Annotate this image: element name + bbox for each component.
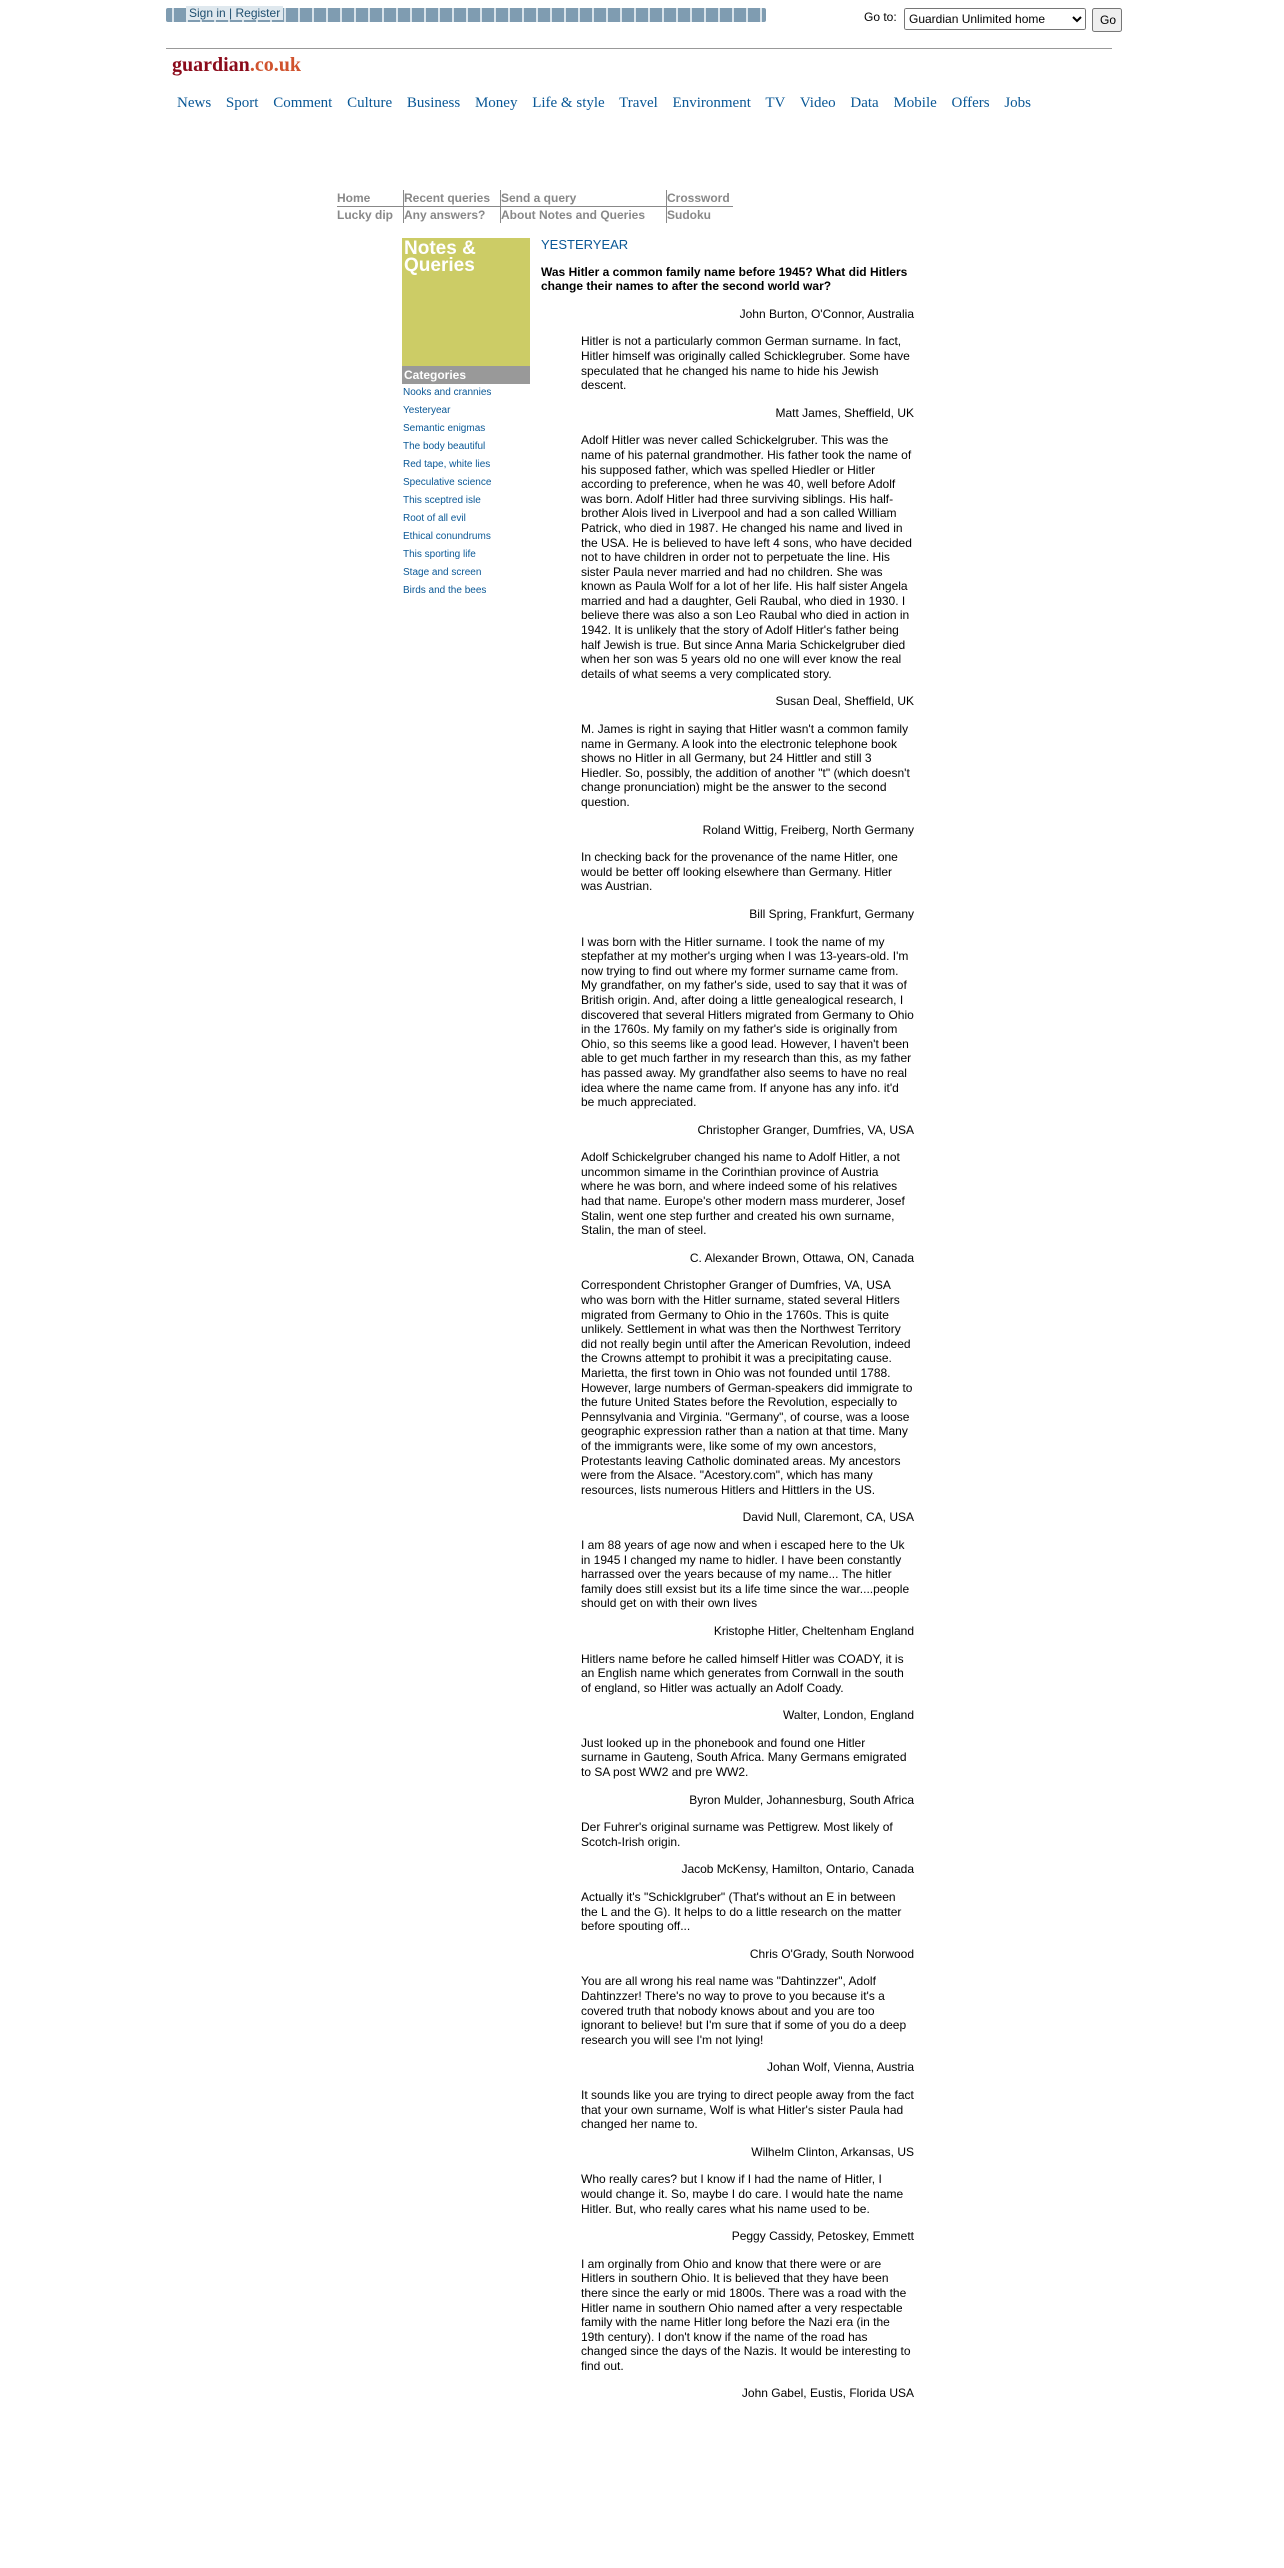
category-item[interactable]: Nooks and crannies — [403, 387, 492, 398]
logo-suffix: .co.uk — [249, 54, 301, 76]
answer-author: Christopher Granger, Dumfries, VA, USA — [697, 1122, 914, 1137]
nav-life-style[interactable]: Life & style — [532, 95, 605, 111]
subnav-send-query[interactable]: Send a query — [501, 190, 667, 207]
answer-author: Chris O'Grady, South Norwood — [749, 1946, 914, 1961]
category-list — [402, 384, 530, 600]
answer-text: Just looked up in the phonebook and found one Hitler surname in Gauteng, South Africa. Many Germans emigrated to SA post WW2 and pre WW2. — [581, 1735, 907, 1780]
subnav-lucky-dip[interactable]: Lucky dip — [337, 207, 404, 224]
nav-travel[interactable]: Travel — [619, 95, 658, 111]
answer-author: David Null, Claremont, CA, USA — [742, 1510, 914, 1525]
nav-offers[interactable]: Offers — [951, 95, 990, 111]
answer-text: Der Fuhrer's original surname was Pettigrew. Most likely of Scotch-Irish origin. — [581, 1820, 893, 1849]
nav-mobile[interactable]: Mobile — [893, 95, 937, 111]
main-nav — [177, 95, 1042, 112]
subnav-any-answers[interactable]: Any answers? — [404, 207, 501, 224]
goto-form — [864, 10, 1117, 27]
category-item[interactable]: This sceptred isle — [403, 495, 481, 506]
category-item[interactable]: This sporting life — [403, 549, 476, 560]
answer-text: You are all wrong his real name was "Dahtinzzer", Adolf Dahtinzzer! There's no way to prove to you because it's a covered truth that nobody knows about and you are too ignorant to believe! but I'm sure that if some of you do a deep research you will see I'm not lying! — [581, 1974, 907, 2047]
nav-comment[interactable]: Comment — [273, 95, 333, 111]
answer-author: John Gabel, Eustis, Florida USA — [741, 2386, 914, 2401]
category-item[interactable]: Semantic enigmas — [403, 423, 486, 434]
answer-text: I am 88 years of age now and when i escaped here to the Uk in 1945 I changed my name to hidler. I have been constantly harrassed over the years because of my name... The hitler family does still exsist but its a life time since the war....people should get on with their own lives — [581, 1537, 910, 1611]
answer-author: Peggy Cassidy, Petoskey, Emmett — [731, 2229, 914, 2244]
answer-text: Hitler is not a particularly common German surname. In fact, Hitler himself was originally called Schicklegruber. Some have speculated that he changed his name to hide his Jewish descent. — [581, 334, 910, 393]
guardian-logo[interactable] — [172, 54, 301, 77]
category-item[interactable]: Red tape, white lies — [403, 459, 491, 470]
subnav-about[interactable]: About Notes and Queries — [501, 207, 667, 224]
answer-author: Susan Deal, Sheffield, UK — [775, 694, 914, 709]
answer-text: Correspondent Christopher Granger of Dumfries, VA, USA who was born with the Hitler surname, stated several Hitlers migrated from Germany to Ohio in the 1760s. This is quite unlikely. Settlement in what was then the Northwest Territory did not really begin until after the American Revolution, indeed the Crowns attempt to prohibit it was a precipitating cause. Marietta, the first town in Ohio was not founded until 1788. However, large numbers of German-speakers did immigrate to the future United States before the Revolution, especially to Pennsylvania and Virginia. "Germany", of course, was a loose geographic expression rather than a nation at that time. Many of the immigrants were, like some of my own ancestors, Protestants leaving Catholic dominated areas. My ancestors were from the Alsace. "Acestory.com", which has many resources, lists numerous Hitlers and Hittlers in the US. — [581, 1278, 913, 1497]
signin-register: Sign in | Register — [186, 6, 283, 20]
header-rule — [166, 48, 1112, 49]
subnav-row — [337, 207, 733, 224]
main-content — [541, 238, 914, 2414]
question: Was Hitler a common family name before 1945? What did Hitlers change their names to after the second world war? — [541, 264, 908, 294]
signin-link[interactable]: Sign in — [189, 6, 226, 20]
logo-main: guardian — [172, 54, 250, 76]
notes-queries-subnav — [337, 190, 733, 223]
answer-text: Actually it's "Schicklgruber" (That's without an E in between the L and the G). It helps to do a little research on the matter before spouting off... — [581, 1890, 902, 1934]
nav-culture[interactable]: Culture — [347, 95, 393, 111]
nav-data[interactable]: Data — [850, 95, 879, 111]
nav-money[interactable]: Money — [474, 95, 518, 111]
subnav-table — [337, 190, 733, 223]
answer-author: Matt James, Sheffield, UK — [775, 405, 914, 420]
notes-queries-title: Notes & Queries — [404, 238, 476, 276]
nav-video[interactable]: Video — [799, 95, 836, 111]
answer-text: I am orginally from Ohio and know that there were or are Hitlers in southern Ohio. It is believed that they have been there since the early or mid 1800s. There was a road with the Hitler name in southern Ohio named after a very respectable family with the name Hitler long before the Nazi era (in the 19th century). I don't know if the name of the road has changed since the days of the Nazis. It would be interesting to find out. — [581, 2256, 911, 2373]
answer-author: C. Alexander Brown, Ottawa, ON, Canada — [689, 1250, 914, 1265]
nav-sport[interactable]: Sport — [225, 95, 259, 111]
category-item[interactable]: Ethical conundrums — [403, 531, 491, 542]
nav-news[interactable]: News — [177, 95, 212, 111]
answer-text: Adolf Schickelgruber changed his name to Adolf Hitler, a not uncommon simame in the Corinthian province of Austria where he was born, and where indeed some of his relatives had that name. Europe's other modern mass murderer, Josef Stalin, went one step further and created his own surname, Stalin, the man of steel. — [581, 1150, 905, 1238]
subnav-sudoku[interactable]: Sudoku — [667, 208, 711, 222]
goto-label: Go to: — [864, 10, 897, 24]
subnav-crossword[interactable]: Crossword — [667, 190, 733, 207]
go-button[interactable]: Go — [1092, 8, 1122, 32]
nav-jobs[interactable]: Jobs — [1004, 95, 1032, 111]
answer-author: Wilhelm Clinton, Arkansas, US — [751, 2144, 914, 2159]
categories-heading: Categories — [402, 366, 530, 384]
answer-author: Roland Wittig, Freiberg, North Germany — [702, 822, 914, 837]
category-item[interactable]: Root of all evil — [403, 513, 466, 524]
answer-text: Adolf Hitler was never called Schickelgruber. This was the name of his paternal grandmother. His father took the name of his supposed father, which was spelled Hiedler or Hitler according to preference, when he was 40, well before Adolf was born. Adolf Hitler had three surviving siblings. His half-brother Alois lived in Liverpool and had a son called William Patrick, who died in 1987. He changed his name and lived in the USA. He is believed to have left 4 sons, who have decided not to have children in order not to perpetuate the line. His sister Paula never married and had no children. She was known as Paula Wolf for a lot of her life. His half sister Angela married and had a daughter, Geli Raubal, who died in 1930. I believe there was also a son Leo Raubal who died in action in 1942. It is unlikely that the story of Adolf Hitler's father being half Jewish is true. But since Anna Maria Schickelgruber died when her son was 5 years old no one will ever know the real details of what seems a very complicated story. — [581, 433, 912, 681]
nav-business[interactable]: Business — [406, 95, 461, 111]
answer-author: Walter, London, England — [783, 1708, 914, 1723]
asker: John Burton, O'Connor, Australia — [739, 306, 914, 321]
answer-text: Hitlers name before he called himself Hitler was COADY, it is an English name which generates from Cornwall in the south of england, so Hitler was actually an Adolf Coady. — [581, 1651, 904, 1695]
register-link[interactable]: Register — [235, 6, 281, 20]
notes-queries-box — [402, 238, 530, 366]
goto-select[interactable] — [904, 8, 1086, 30]
answer-author: Bill Spring, Frankfurt, Germany — [749, 906, 914, 921]
answer-text: I was born with the Hitler surname. I took the name of my stepfather at my mother's urging when I was 13-years-old. I'm now trying to find out where my former surname came from. My grandfather, on my father's side, used to say that it was of British origin. And, after doing a little genealogical research, I discovered that several Hitlers migrated from Germany to Ohio in the 1760s. My family on my father's side is originally from Ohio, so this seems like a good lead. However, I haven't been able to get much farther in my research than this, as my father has passed away. My grandfather also seems to have no real idea where the name came from. If anyone has any info. it'd be much appreciated. — [581, 934, 914, 1110]
answer-text: It sounds like you are trying to direct people away from the fact that your own surname, Wolf is what Hitler's sister Paula had changed her name to. — [581, 2087, 914, 2132]
category-item[interactable]: The body beautiful — [403, 441, 486, 452]
nav-environment[interactable]: Environment — [672, 95, 751, 111]
category-item[interactable]: Yesteryear — [403, 405, 451, 416]
answer-text: In checking back for the provenance of the name Hitler, one would be better off looking elsewhere than Germany. Hitler was Austrian. — [581, 850, 898, 894]
section-title[interactable]: YESTERYEAR — [541, 237, 629, 252]
answer-text: M. James is right in saying that Hitler wasn't a common family name in Germany. A look into the electronic telephone book shows no Hitler in all Germany, but 24 Hittler and still 3 Hiedler. So, possibly, the addition of another "t" (which doesn't change pronunciation) might be the answer to the second question. — [581, 722, 910, 809]
category-item[interactable]: Stage and screen — [403, 567, 482, 578]
subnav-home[interactable]: Home — [337, 190, 404, 207]
category-item[interactable]: Birds and the bees — [403, 585, 487, 596]
category-item[interactable]: Speculative science — [403, 477, 492, 488]
answer-author: Byron Mulder, Johannesburg, South Africa — [689, 1792, 914, 1807]
sidebar — [402, 238, 530, 600]
answer-author: Jacob McKensy, Hamilton, Ontario, Canada — [681, 1862, 914, 1877]
subnav-recent-queries[interactable]: Recent queries — [404, 190, 501, 207]
answer-author: Johan Wolf, Vienna, Austria — [767, 2060, 914, 2075]
subnav-row — [337, 190, 733, 207]
answer-text: Who really cares? but I know if I had the name of Hitler, I would change it. So, maybe I do care. I would hate the name Hitler. But, who really cares what his name used to be. — [581, 2172, 904, 2216]
answer-author: Kristophe Hitler, Cheltenham England — [713, 1623, 914, 1638]
nav-tv[interactable]: TV — [765, 95, 786, 111]
